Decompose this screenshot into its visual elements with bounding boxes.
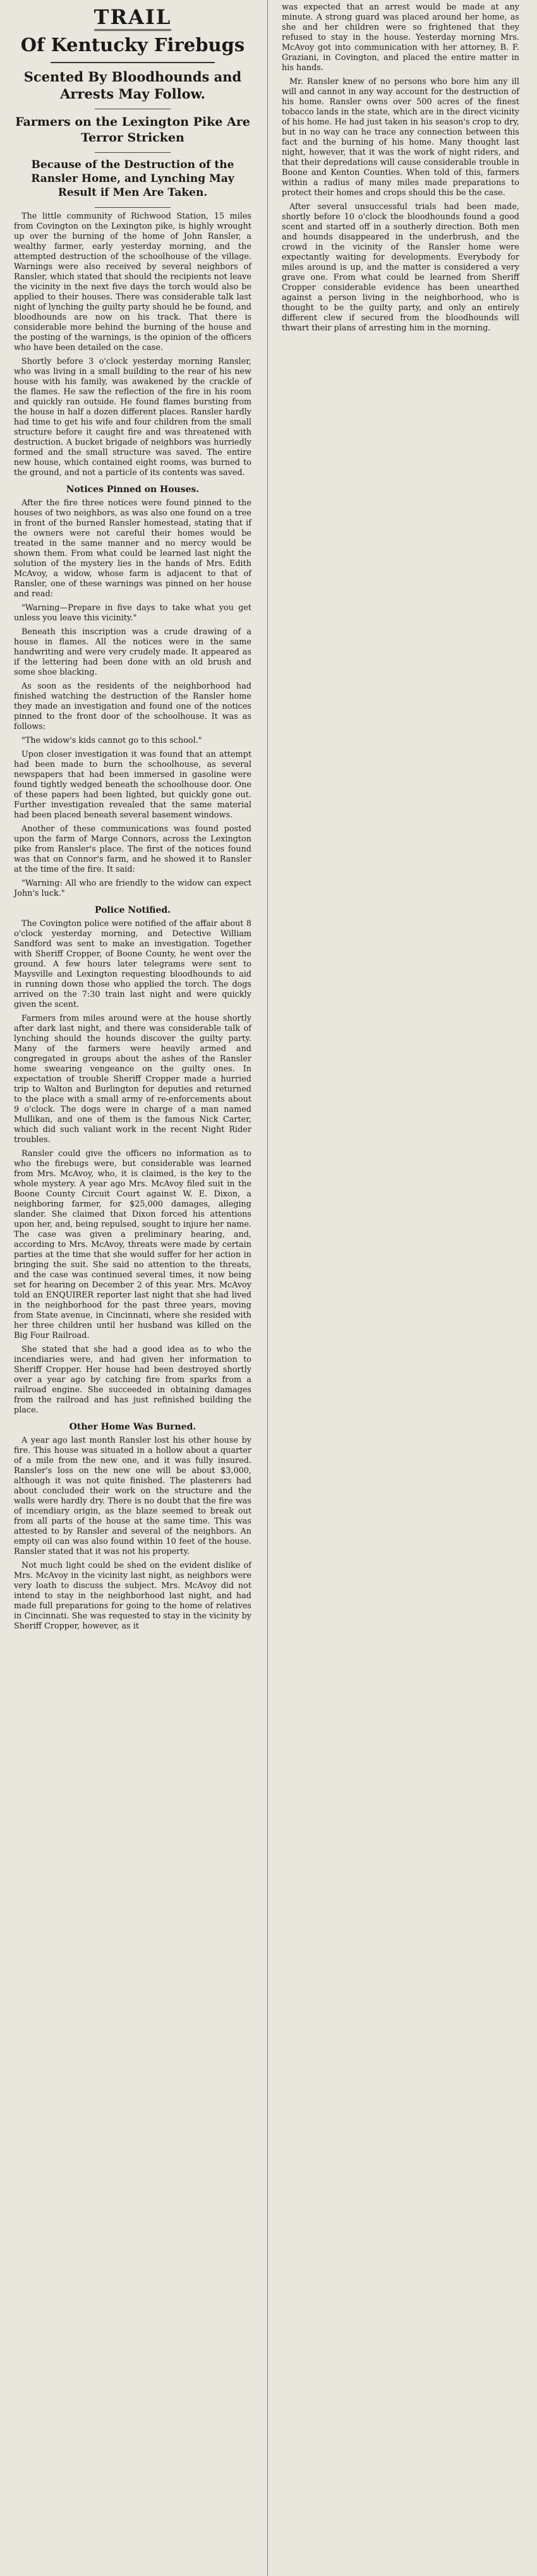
body-paragraph: Ransler could give the officers no information as to who the firebugs were, but considerable was learned from Mrs. McAvoy, who, it is claimed, is the key to the whole mystery. A year ago Mrs. McAvoy filed suit in the Boone County Circuit Court against W. E. Dixon, a neighboring farmer, for $25,000 damages, alleging slander. She claimed that Dixon forced his attentions upon her, and, being repulsed, sought to injure her name. The case was given a preliminary hearing, and, according to Mrs. McAvoy, threats were made by certain parties at the time that she would suffer for her action in bringing the suit. She said no attention to the threats, and the case was continued several times, it now being set for hearing on December 2 of this year. Mrs. McAvoy told an ENQUIRER reporter last night that she had lived in the neighborhood for the past three years, moving from State avenue, in Cincinnati, where she resided with her three children until her husband was killed on the Big Four Railroad.	[14, 1149, 251, 1340]
quoted-notice: "Warning—Prepare in five days to take what you get unless you leave this vicinity."	[14, 603, 251, 623]
right-column	[277, 0, 524, 2576]
body-paragraph: was expected that an arrest would be made at any minute. A strong guard was placed around her home, as she and her children were so frightened that they refused to stay in the house. Yesterday morning Mrs. McAvoy got into communication with her attorney, B. F. Graziani, in Covington, and placed the entire matter in his hands.	[282, 3, 519, 73]
body-paragraph: Another of these communications was found posted upon the farm of Marge Connors, across the Lexington pike from Ransler's place. The first of the notices found was that on Connor's farm, and he showed it to Ransler at the time of the fire. It said:	[14, 824, 251, 874]
divider	[51, 62, 215, 63]
body-paragraph: Beneath this inscription was a crude drawing of a house in flames. All the notices were in the same handwriting and were very crudely made. It appeared as if the lettering had been done with an old brush and some shoe blacking.	[14, 627, 251, 677]
deck-1: Scented By Bloodhounds and Arrests May Follow.	[23, 69, 242, 102]
divider	[95, 207, 171, 208]
subhead-police: Police Notified.	[94, 905, 171, 915]
quoted-notice: "The widow's kids cannot go to this school."	[21, 736, 202, 745]
body-paragraph: Upon closer investigation it was found that an attempt had been made to burn the schoolhouse, as several newspapers that had been immersed in gasoline were found tightly wedged beneath the schoolhouse door. One of these papers had been lighted, but quickly gone out. Further investigation revealed that the same material had been placed beneath several basement windows.	[14, 750, 251, 820]
kicker-text: TRAIL	[94, 5, 172, 31]
body-paragraph: After the fire three notices were found pinned to the houses of two neighbors, as was also one found on a tree in front of the burned Ransler homestead, stating that if the owners were not careful their homes would be treated in the same manner and no mercy would be shown them. From what could be learned last night the solution of the mystery lies in the hands of Mrs. Edith McAvoy, a widow, whose farm is adjacent to that of Ransler, one of these warnings was pinned on her house and read:	[14, 498, 251, 599]
deck-3: Because of the Destruction of the Ransler Home, and Lynching May Result if Men Are Taken.	[31, 159, 234, 199]
kicker	[14, 5, 251, 29]
body-paragraph: The little community of Richwood Station, 15 miles from Covington on the Lexington pike, is highly wrought up over the burning of the home of John Ransler, a wealthy farmer, early yesterday morning, and the attempted destruction of the schoolhouse of the village. Warnings were also received by several neighbors of Ransler, which stated that should the recipients not leave the vicinity in the next five days the torch would also be applied to their houses. There was considerable talk last night of lynching the guilty party should he be found, and bloodhounds are now on his track. That there is considerable more behind the burning of the house and the posting of the warnings, is the opinion of the officers who have been detailed on the case.	[14, 212, 251, 352]
body-paragraph: Not much light could be shed on the evident dislike of Mrs. McAvoy in the vicinity last night, as neighbors were very loath to discuss the subject. Mrs. McAvoy did not intend to stay in the neighborhood last night, and had made full preparations for going to the home of relatives in Cincinnati. She was requested to stay in the vicinity by Sheriff Cropper, however, as it	[14, 1561, 251, 1631]
body-paragraph: A year ago last month Ransler lost his other house by fire. This house was situated in a hollow about a quarter of a mile from the new one, and it was fully insured. Ransler's loss on the new one will be about $3,000, although it was not quite finished. The plasterers had about concluded their work on the structure and the walls were hardly dry. There is no doubt that the fire was of incendiary origin, as the blaze seemed to break out from all parts of the house at the same time. This was attested to by Ransler and several of the neighbors. An empty oil can was also found within 10 feet of the house. Ransler stated that it was not his property.	[14, 1436, 251, 1556]
column-rule	[267, 0, 268, 2576]
body-paragraph: She stated that she had a good idea as to who the incendiaries were, and had given her information to Sheriff Cropper. Her house had been destroyed shortly over a year ago by catching fire from sparks from a railroad engine. She succeeded in obtaining damages from the railroad and has just refinished building the place.	[14, 1345, 251, 1415]
subhead-notices: Notices Pinned on Houses.	[66, 485, 200, 495]
left-column	[9, 0, 256, 2576]
deck-2: Farmers on the Lexington Pike Are Terror Stricken	[15, 115, 250, 145]
headline: Of Kentucky Firebugs	[20, 34, 245, 56]
body-paragraph: Shortly before 3 o'clock yesterday morning Ransler, who was living in a small building to the rear of his new house with his family, was awakened by the crackle of the flames. He saw the reflection of the fire in his room and quickly ran outside. He found flames bursting from the house in half a dozen different places. Ransler hardly had time to get his wife and four children from the small structure before it caught fire and was threatened with destruction. A bucket brigade of neighbors was hurriedly formed and the small structure was saved. The entire new house, which contained eight rooms, was burned to the ground, and not a particle of its contents was saved.	[14, 357, 251, 478]
body-paragraph: Farmers from miles around were at the house shortly after dark last night, and there was considerable talk of lynching should the hounds discover the guilty party. Many of the farmers were heavily armed and congregated in groups about the ashes of the Ransler home swearing vengeance on the guilty ones. In expectation of trouble Sheriff Cropper made a hurried trip to Walton and Burlington for deputies and returned to the place with a small army of re-enforcements about 9 o'clock. The dogs were in charge of a man named Mullikan, and one of them is the famous Nick Carter, which did such valiant work in the recent Night Rider troubles.	[14, 1014, 251, 1145]
body-paragraph: As soon as the residents of the neighborhood had finished watching the destruction of the Ransler home they made an investigation and found one of the notices pinned to the front door of the schoolhouse. It was as follows:	[14, 682, 251, 731]
body-paragraph: After several unsuccessful trials had been made, shortly before 10 o'clock the bloodhounds found a good scent and started off in a southerly direction. Both men and hounds disappeared in the underbrush, and the crowd in the vicinity of the Ransler home were expectantly waiting for developments. Everybody for miles around is up, and the matter is considered a very grave one. From what could be learned from Sheriff Cropper considerable evidence has been unearthed against a person living in the neighborhood, who is thought to be the guilty party, and only an entirely different clew if secured from the bloodhounds will thwart their plans of arresting him in the morning.	[282, 202, 519, 333]
subhead-other-home: Other Home Was Burned.	[69, 1422, 196, 1432]
body-paragraph: Mr. Ransler knew of no persons who bore him any ill will and cannot in any way account for the destruction of his home. Ransler owns over 500 acres of the finest tobacco lands in the state, which are in the direct vicinity of his home. He had just taken in his season's crop to dry, but in no way can he trace any connection between this fact and the burning of his home. Many thought last night, however, that it was the work of night riders, and that their depredations will cause considerable trouble in Boone and Kenton Counties. When told of this, farmers within a radius of many miles made preparations to protect their homes and crops should this be the case.	[282, 77, 519, 198]
body-paragraph: The Covington police were notified of the affair about 8 o'clock yesterday morning, and Detective William Sandford was sent to make an investigation. Together with Sheriff Cropper, of Boone County, he went over the ground. A few hours later telegrams were sent to Maysville and Lexington requesting bloodhounds to aid in running down those who applied the torch. The dogs arrived on the 7:30 train last night and were quickly given the scent.	[14, 919, 251, 1009]
quoted-notice: "Warning: All who are friendly to the widow can expect John's luck."	[14, 879, 251, 898]
divider	[95, 152, 171, 153]
